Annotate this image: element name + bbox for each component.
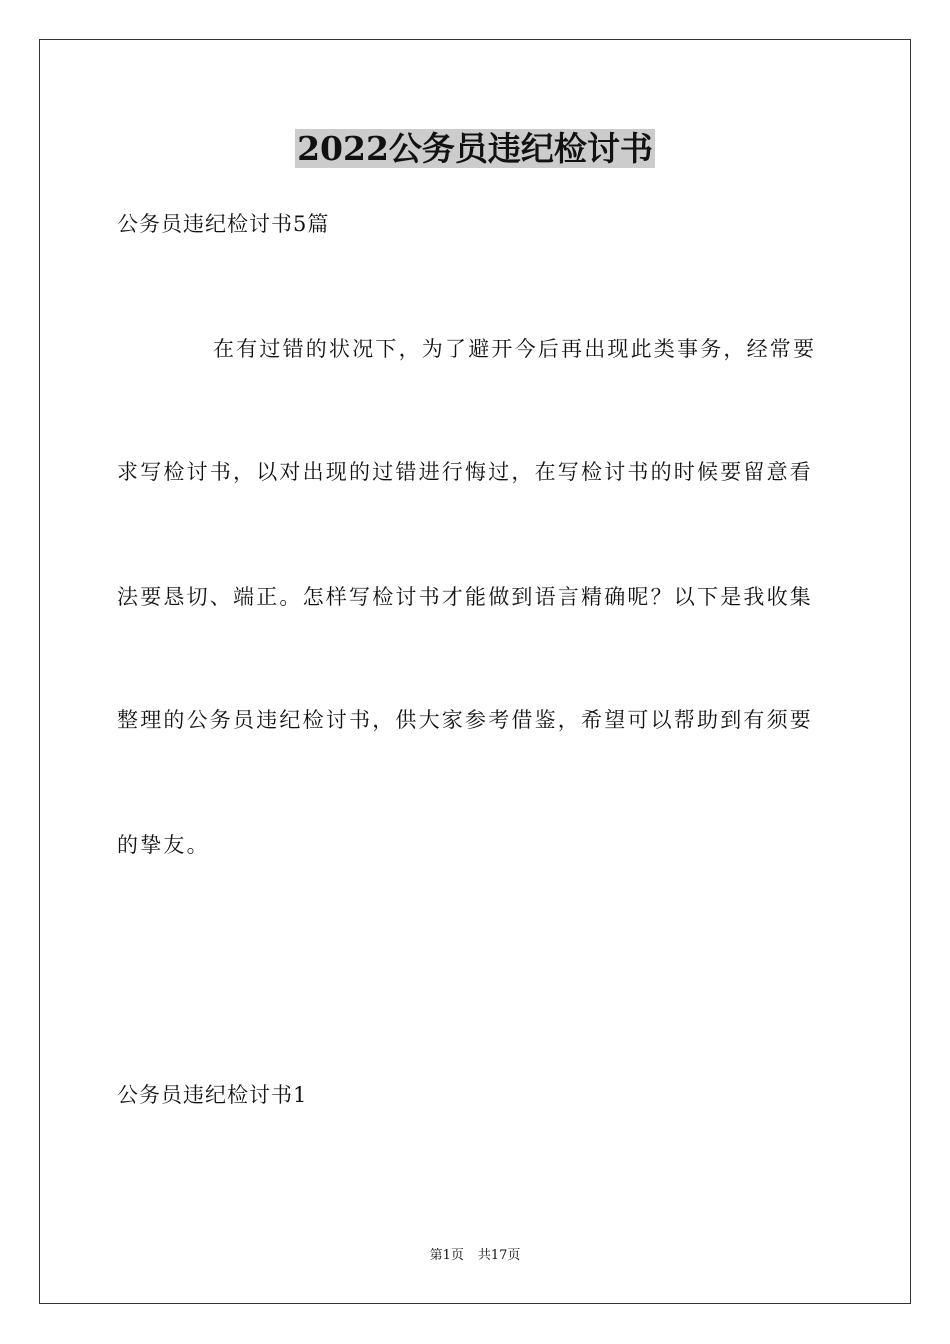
paragraph-line: 法要恳切、端正。怎样写检讨书才能做到语言精确呢？以下是我收集 — [117, 585, 813, 609]
paragraph-line: 在有过错的状况下，为了避开今后再出现此类事务，经常要 — [213, 337, 817, 361]
page-total: 共17页 — [477, 1248, 521, 1263]
section-heading: 公务员违纪检讨书1 — [117, 1083, 308, 1107]
paragraph-line: 求写检讨书，以对出现的过错进行悔过，在写检讨书的时候要留意看 — [117, 460, 813, 484]
page-footer — [0, 1247, 950, 1265]
document-title — [0, 126, 950, 172]
paragraph-line: 的挚友。 — [117, 833, 210, 857]
document-subtitle: 公务员违纪检讨书5篇 — [117, 212, 330, 236]
document-title-text: 2022公务员违纪检讨书 — [297, 129, 653, 168]
page-number: 第1页 — [429, 1248, 464, 1263]
paragraph-line: 整理的公务员违纪检讨书，供大家参考借鉴，希望可以帮助到有须要 — [117, 708, 813, 732]
